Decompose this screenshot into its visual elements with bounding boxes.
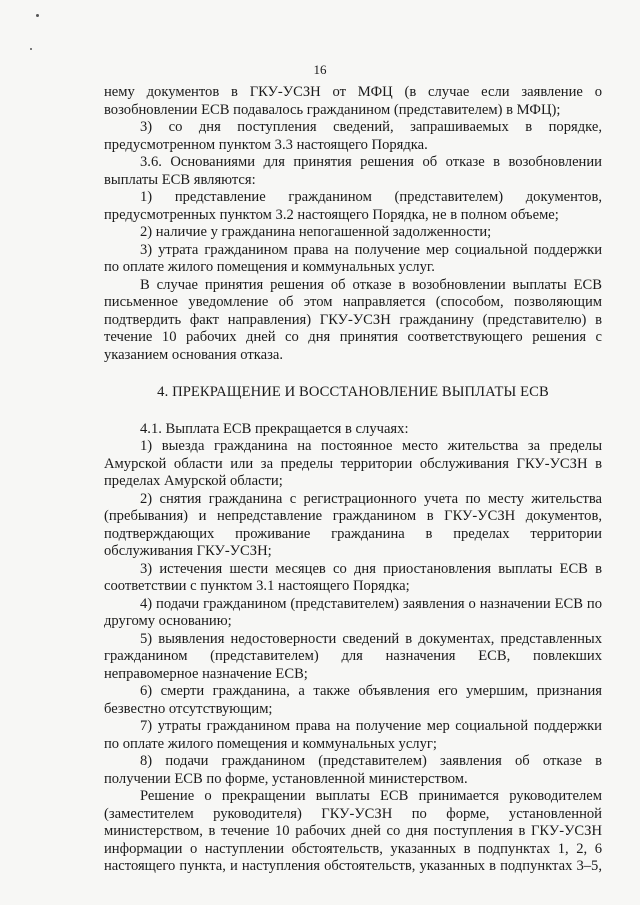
list-item: 5) выявления недостоверности сведений в документах, представленных гражданином (представителем) для назначения ЕСВ, повлекших неправомерное назначение ЕСВ; xyxy=(104,630,602,682)
scan-speck xyxy=(30,48,32,50)
scan-speck xyxy=(36,14,39,17)
page-number: 16 xyxy=(313,62,327,77)
list-item: 8) подачи гражданином (представителем) заявления об отказе в получении ЕСВ по форме, установленной министерством. xyxy=(104,753,602,787)
paragraph: 2) наличие у гражданина непогашенной задолженности; xyxy=(140,224,492,240)
paragraph: 1) представление гражданином (представителем) документов, предусмотренных пунктом 3.2 настоящего Порядка, не в полном объеме; xyxy=(104,189,602,223)
list-item: 1) выезда гражданина на постоянное место жительства за пределы Амурской области или за пределы территории обслуживания ГКУ-УСЗН в пределах Амурской области; xyxy=(104,438,602,489)
paragraph: 3) со дня поступления сведений, запрашиваемых в порядке, предусмотренном пунктом 3.3 настоящего Порядка. xyxy=(104,119,602,153)
document-body xyxy=(104,84,602,876)
paragraph: В случае принятия решения об отказе в возобновлении выплаты ЕСВ письменное уведомление об этом направляется (способом, позволяющим подтвердить факт направления) ГКУ-УСЗН гражданину (представителю) в течение 10 рабочих дней со дня принятия соответствующего решения с указанием основания отказа. xyxy=(104,276,602,363)
paragraph: 3.6. Основаниями для принятия решения об отказе в возобновлении выплаты ЕСВ являются: xyxy=(104,154,602,188)
paragraph: 3) утрата гражданином права на получение мер социальной поддержки по оплате жилого помещения и коммунальных услуг. xyxy=(104,241,602,275)
paragraph: нему документов в ГКУ-УСЗН от МФЦ (в случае если заявление о возобновлении ЕСВ подавалось гражданином (представителем) в МФЦ); xyxy=(104,84,602,118)
list-item: 7) утраты гражданином права на получение мер социальной поддержки по оплате жилого помещения и коммунальных услуг; xyxy=(104,718,602,752)
paragraph: 4.1. Выплата ЕСВ прекращается в случаях: xyxy=(140,420,409,437)
list-item: 6) смерти гражданина, а также объявления его умершим, признания безвестно отсутствующим; xyxy=(104,683,602,717)
paragraph: Решение о прекращении выплаты ЕСВ принимается руководителем (заместителем руководителя) ГКУ-УСЗН по форме, установленной министерством, в течение 10 рабочих дней со дня поступления в ГКУ-УСЗН информации о наступлении обстоятельств, указанных в подпунктах 1, 2, 6 настоящего пункта, и наступления обстоятельств, указанных в подпунктах 3–5, xyxy=(104,788,602,874)
list-item: 3) истечения шести месяцев со дня приостановления выплаты ЕСВ в соответствии с пунктом 3.1 настоящего Порядка; xyxy=(104,560,602,594)
list-item: 4) подачи гражданином (представителем) заявления о назначении ЕСВ по другому основанию; xyxy=(104,595,602,629)
list-item: 2) снятия гражданина с регистрационного учета по месту жительства (пребывания) и непредставление гражданином в ГКУ-УСЗН документов, подтверждающих проживание гражданина в пределах территории обслуживания ГКУ-УСЗН; xyxy=(104,490,602,559)
section-heading: 4. ПРЕКРАЩЕНИЕ И ВОССТАНОВЛЕНИЕ ВЫПЛАТЫ ЕСВ xyxy=(157,384,549,400)
